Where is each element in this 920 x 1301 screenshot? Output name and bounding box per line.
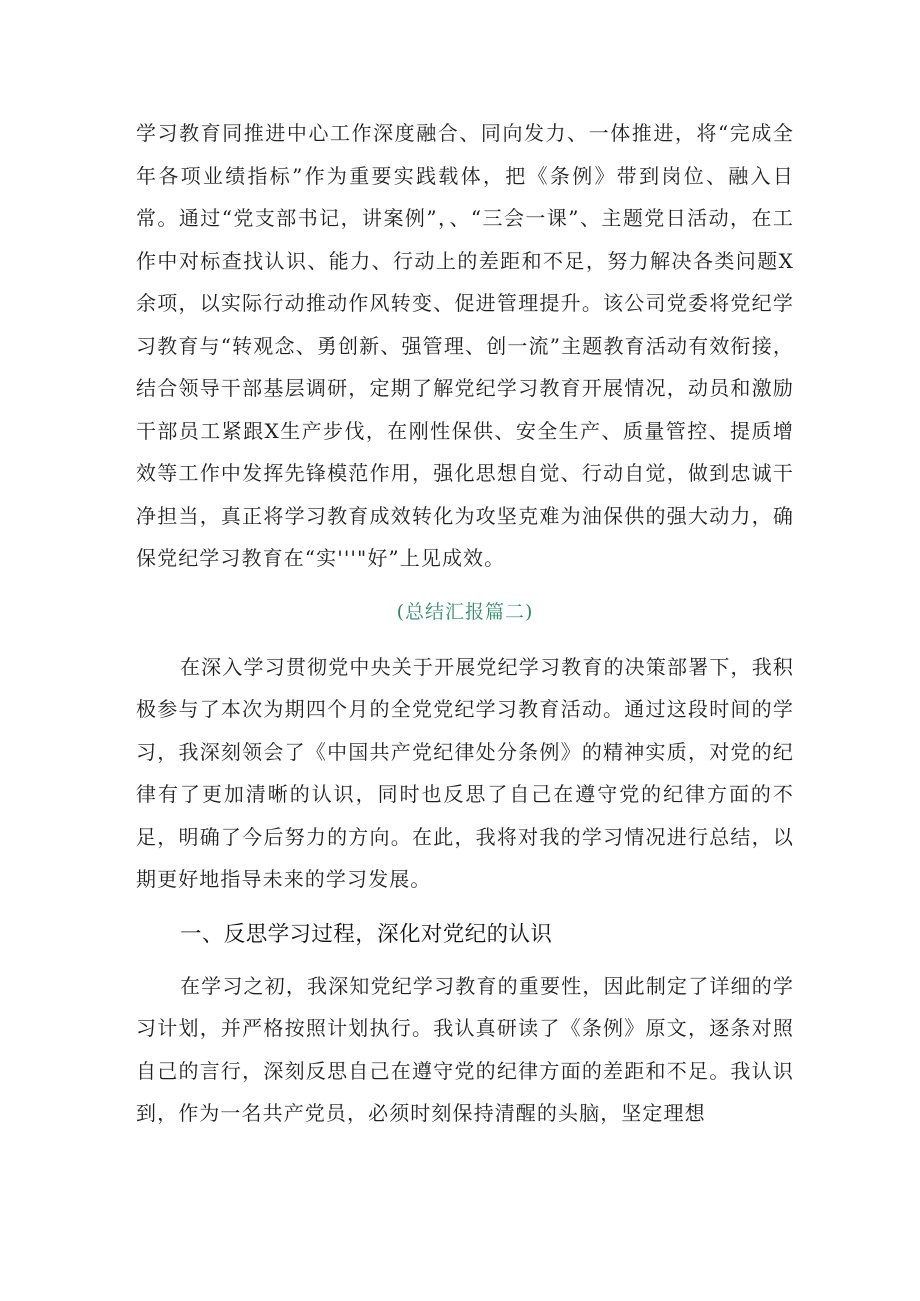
section-subtitle: (总结汇报篇二) — [396, 600, 534, 623]
section-heading: 一、反思学习过程，深化对党纪的认识 — [180, 921, 553, 947]
body-paragraph-1: 学习教育同推进中心工作深度融合、同向发力、一体推进，将“完成全年各项业绩指标”作为重要实践载体，把《条例》带到岗位、融入日常。通过“党支部书记，讲案例”，、“三会一课”、主题党日活动，在工作中对标查找认识、能力、行动上的差距和不足，努力解决各类问题X余项，以实际行动推动作风转变、促进管理提升。该公司党委将党纪学习教育与“转观念、勇创新、强管理、创一流”主题教育活动有效衔接，结合领导干部基层调研，定期了解党纪学习教育开展情况，动员和激励干部员工紧跟X生产步伐，在刚性保供、安全生产、质量管控、提质增效等工作中发挥先锋模范作用，强化思想自觉、行动自觉，做到忠诚干净担当，真正将学习教育成效转化为攻坚克难为油保供的强大动力，确保党纪学习教育在“实'''"好”上见成效。 — [136, 121, 794, 570]
body-paragraph-3: 在学习之初，我深知党纪学习教育的重要性，因此制定了详细的学习计划，并严格按照计划执行。我认真研读了《条例》原文，逐条对照自己的言行，深刻反思自己在遵守党的纪律方面的差距和不足。我认识到，作为一名共产党员，必须时刻保持清醒的头脑，坚定理想 — [136, 973, 794, 1125]
body-paragraph-2: 在深入学习贯彻党中央关于开展党纪学习教育的决策部署下，我积极参与了本次为期四个月的全党党纪学习教育活动。通过这段时间的学习，我深刻领会了《中国共产党纪律处分条例》的精神实质，对党的纪律有了更加清晰的认识，同时也反思了自己在遵守党的纪律方面的不足，明确了今后努力的方向。在此，我将对我的学习情况进行总结，以期更好地指导未来的学习发展。 — [136, 654, 794, 891]
